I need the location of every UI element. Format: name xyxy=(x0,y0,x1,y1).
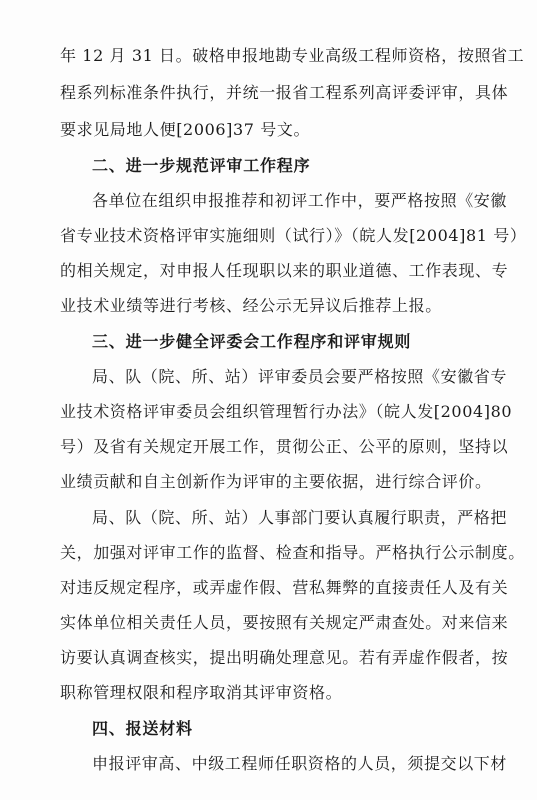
section-heading-2: 二、进一步规范评审工作程序 xyxy=(92,156,311,175)
body-text-line: 年 12 月 31 日。破格申报地勘专业高级工程师资格，按照省工 xyxy=(60,46,525,65)
body-text-line: 实体单位相关责任人员，要按照有关规定严肃查处。对来信来 xyxy=(60,613,509,632)
paragraph-first-line: 各单位在组织申报推荐和初评工作中，要严格按照《安徽 xyxy=(92,191,508,210)
section-heading-4: 四、报送材料 xyxy=(92,719,193,738)
body-text-line: 程系列标准条件执行，并统一报省工程系列高评委评审，具体 xyxy=(60,83,509,102)
body-text-line: 关，加强对评审工作的监督、检查和指导。严格执行公示制度。 xyxy=(60,543,525,562)
body-text-line: 业技术业绩等进行考核、经公示无异议后推荐上报。 xyxy=(60,296,442,315)
paragraph-first-line: 申报评审高、中级工程师任职资格的人员，须提交以下材 xyxy=(92,754,508,773)
body-text-line: 业技术资格评审委员会组织管理暂行办法》（皖人发[2004]80 xyxy=(60,402,513,421)
body-text-line: 访要认真调查核实，提出明确处理意见。若有弄虚作假者，按 xyxy=(60,648,509,667)
section-heading-3: 三、进一步健全评委会工作程序和评审规则 xyxy=(92,332,412,351)
paragraph-first-line: 局、队（院、所、站）人事部门要认真履行职责，严格把 xyxy=(92,508,508,527)
paragraph-first-line: 局、队（院、所、站）评审委员会要严格按照《安徽省专 xyxy=(92,367,508,386)
body-text-line: 职称管理权限和程序取消其评审资格。 xyxy=(60,683,343,702)
body-text-line: 对违反规定程序，或弄虚作假、营私舞弊的直接责任人及有关 xyxy=(60,578,509,597)
body-text-line: 的相关规定，对申报人任现职以来的职业道德、工作表现、专 xyxy=(60,261,509,280)
body-text-line: 要求见局地人便[2006]37 号文。 xyxy=(60,120,311,139)
body-text-line: 省专业技术资格评审实施细则（试行）》（皖人发[2004]81 号） xyxy=(60,226,527,245)
body-text-line: 业绩贡献和自主创新作为评审的主要依据，进行综合评价。 xyxy=(60,472,492,491)
body-text-line: 号）及省有关规定开展工作，贯彻公正、公平的原则，坚持以 xyxy=(60,437,509,456)
